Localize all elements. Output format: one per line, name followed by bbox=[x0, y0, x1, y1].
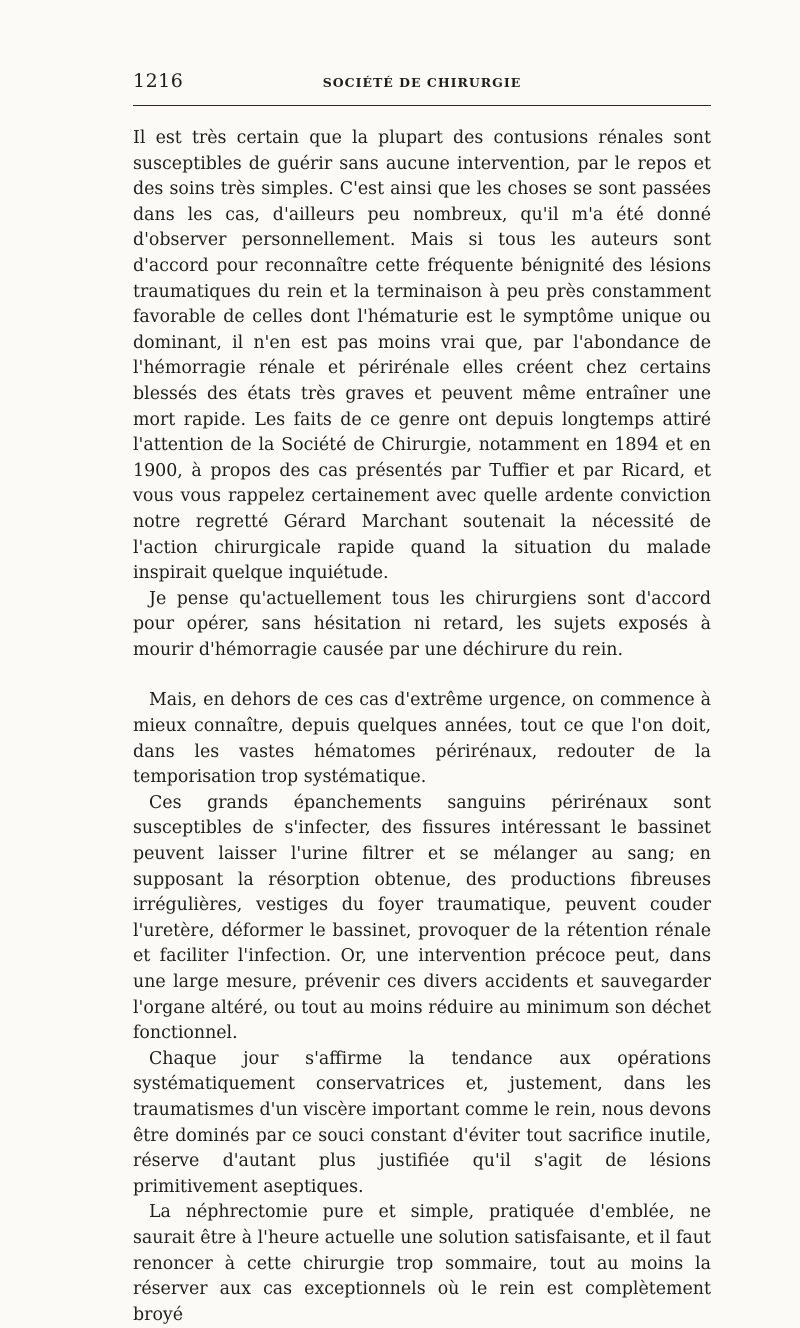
paragraph-4: Ces grands épanchements sanguins périrénaux sont susceptibles de s'infecter, des fissures intéressant le bassinet peuvent laisser l'urine filtrer et se mélanger au sang; en supposant la résorption obtenue, des productions fibreuses irrégulières, vestiges du foyer traumatique, peuvent couder l'uretère, déformer le bassinet, provoquer de la rétention rénale et faciliter l'infection. Or, une intervention précoce peut, dans une large mesure, prévenir ces divers accidents et sauvegarder l'organe altéré, ou tout au moins réduire au minimum son déchet fonctionnel. bbox=[133, 792, 711, 1044]
header-rule bbox=[133, 105, 711, 106]
page-number: 1216 bbox=[133, 70, 184, 92]
page-header bbox=[133, 70, 711, 96]
paragraph-6: La néphrectomie pure et simple, pratiquée d'emblée, ne saurait être à l'heure actuelle une solution satisfaisante, et il faut renoncer à cette chirurgie trop sommaire, tout au moins la réserver aux cas exceptionnels où le rein est complètement broyé bbox=[133, 1202, 711, 1325]
paragraph-3: Mais, en dehors de ces cas d'extrême urgence, on commence à mieux connaître, depuis quelques années, tout ce que l'on doit, dans les vastes hématomes périrénaux, redouter de la temporisation trop systématique. bbox=[133, 690, 711, 788]
body-text bbox=[133, 126, 711, 1328]
paragraph-2: Je pense qu'actuellement tous les chirurgiens sont d'accord pour opérer, sans hésitation ni retard, les sujets exposés à mourir d'hémorragie causée par une déchirure du rein. bbox=[133, 588, 711, 660]
paragraph-1: Il est très certain que la plupart des contusions rénales sont susceptibles de guérir sans aucune intervention, par le repos et des soins très simples. C'est ainsi que les choses se sont passées dans les cas, d'ailleurs peu nombreux, qu'il m'a été donné d'observer personnellement. Mais si tous les auteurs sont d'accord pour reconnaître cette fréquente bénignité des lésions traumatiques du rein et la terminaison à peu près constamment favorable de celles dont l'hématurie est le symptôme unique ou dominant, il n'en est pas moins vrai que, par l'abondance de l'hémorragie rénale et périrénale elles créent chez certains blessés des états très graves et peuvent même entraîner une mort rapide. Les faits de ce genre ont depuis longtemps attiré l'attention de la Société de Chirurgie, notamment en 1894 et en 1900, à propos des cas présentés par Tuffier et par Ricard, et vous vous rappelez certainement avec quelle ardente conviction notre regretté Gérard Marchant soutenait la nécessité de l'action chirurgicale rapide quand la situation du malade inspirait quelque inquiétude. bbox=[133, 128, 711, 584]
paragraph-5: Chaque jour s'affirme la tendance aux opérations systématiquement conservatrices et, justement, dans les traumatismes d'un viscère important comme le rein, nous devons être dominés par ce souci constant d'éviter tout sacrifice inutile, réserve d'autant plus justifiée qu'il s'agit de lésions primitivement aseptiques. bbox=[133, 1048, 711, 1197]
running-title: SOCIÉTÉ DE CHIRURGIE bbox=[322, 75, 522, 90]
